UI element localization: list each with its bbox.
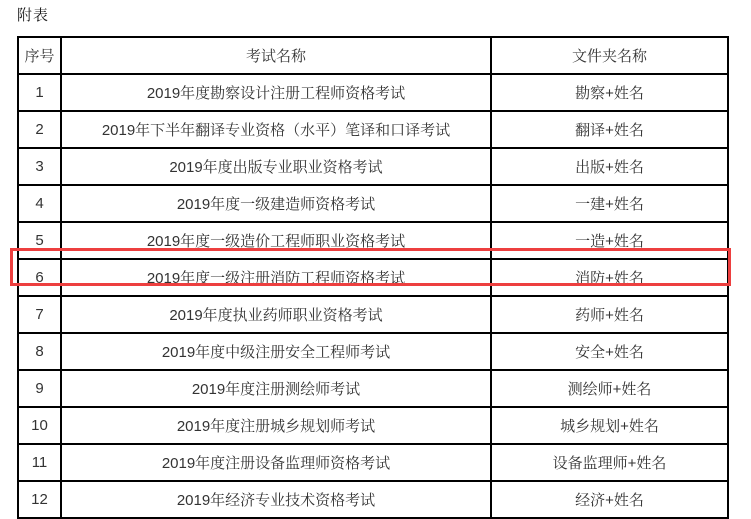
cell-folder-name: 消防+姓名 [491, 259, 728, 296]
cell-folder-name: 城乡规划+姓名 [491, 407, 728, 444]
cell-folder-name: 经济+姓名 [491, 481, 728, 518]
cell-folder-name: 一建+姓名 [491, 185, 728, 222]
cell-serial-number: 8 [18, 333, 61, 370]
cell-folder-name: 一造+姓名 [491, 222, 728, 259]
cell-exam-name: 2019年度中级注册安全工程师考试 [61, 333, 491, 370]
cell-folder-name: 出版+姓名 [491, 148, 728, 185]
cell-serial-number: 1 [18, 74, 61, 111]
cell-serial-number: 3 [18, 148, 61, 185]
cell-folder-name: 设备监理师+姓名 [491, 444, 728, 481]
cell-serial-number: 12 [18, 481, 61, 518]
cell-serial-number: 4 [18, 185, 61, 222]
header-exam-name: 考试名称 [61, 37, 491, 74]
table-body [18, 74, 728, 518]
exam-folder-table [17, 36, 729, 519]
cell-serial-number: 2 [18, 111, 61, 148]
table-row [18, 370, 728, 407]
document-page [0, 6, 751, 509]
cell-serial-number: 9 [18, 370, 61, 407]
page-title: 附表 [17, 7, 50, 24]
table-row [18, 296, 728, 333]
cell-exam-name: 2019年度出版专业职业资格考试 [61, 148, 491, 185]
cell-exam-name: 2019年度执业药师职业资格考试 [61, 296, 491, 333]
cell-exam-name: 2019年下半年翻译专业资格（水平）笔译和口译考试 [61, 111, 491, 148]
cell-serial-number: 5 [18, 222, 61, 259]
table-row [18, 111, 728, 148]
cell-exam-name: 2019年经济专业技术资格考试 [61, 481, 491, 518]
table-row [18, 444, 728, 481]
cell-exam-name: 2019年度注册测绘师考试 [61, 370, 491, 407]
cell-exam-name: 2019年度一级建造师资格考试 [61, 185, 491, 222]
cell-serial-number: 11 [18, 444, 61, 481]
cell-exam-name: 2019年度一级造价工程师职业资格考试 [61, 222, 491, 259]
cell-serial-number: 6 [18, 259, 61, 296]
cell-exam-name: 2019年度一级注册消防工程师资格考试 [61, 259, 491, 296]
cell-folder-name: 翻译+姓名 [491, 111, 728, 148]
table-row [18, 481, 728, 518]
cell-serial-number: 10 [18, 407, 61, 444]
table-row [18, 222, 728, 259]
cell-folder-name: 测绘师+姓名 [491, 370, 728, 407]
table-row [18, 333, 728, 370]
table-row [18, 148, 728, 185]
cell-serial-number: 7 [18, 296, 61, 333]
table-header-row [18, 37, 728, 74]
cell-folder-name: 安全+姓名 [491, 333, 728, 370]
table-row [18, 74, 728, 111]
cell-folder-name: 药师+姓名 [491, 296, 728, 333]
table-row [18, 407, 728, 444]
cell-exam-name: 2019年度注册设备监理师资格考试 [61, 444, 491, 481]
table-row [18, 185, 728, 222]
header-folder-name: 文件夹名称 [491, 37, 728, 74]
cell-folder-name: 勘察+姓名 [491, 74, 728, 111]
cell-exam-name: 2019年度勘察设计注册工程师资格考试 [61, 74, 491, 111]
cell-exam-name: 2019年度注册城乡规划师考试 [61, 407, 491, 444]
table-row [18, 259, 728, 296]
header-serial-number: 序号 [18, 37, 61, 74]
